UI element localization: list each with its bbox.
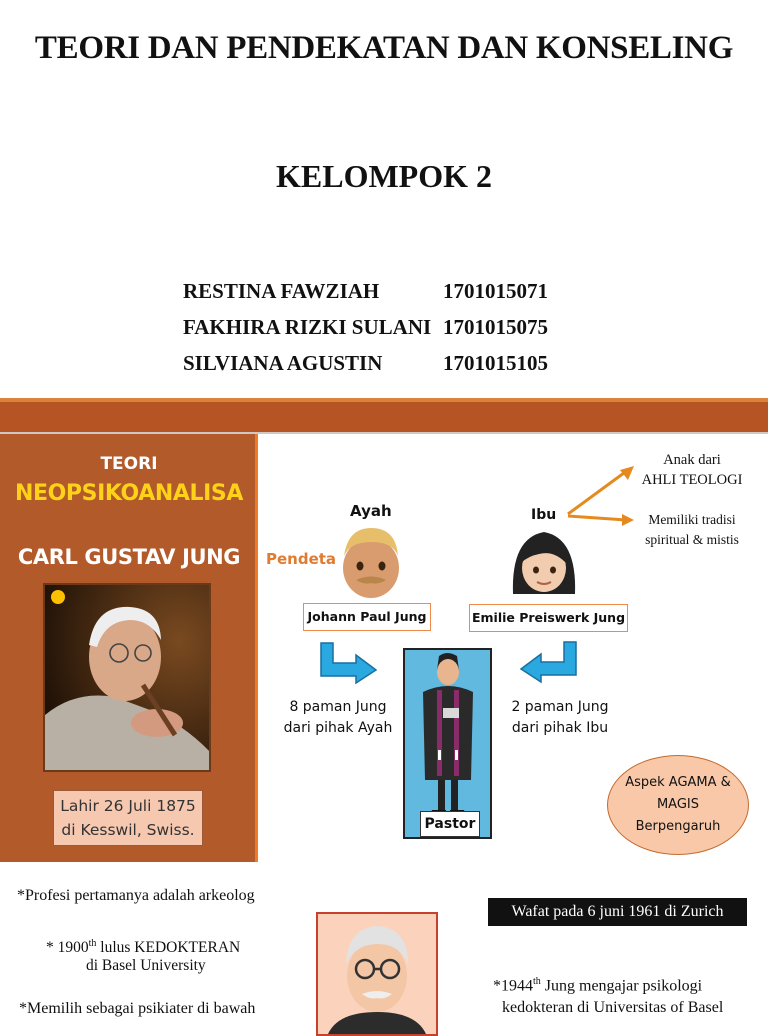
mengajar-line2: kedokteran di Universitas of Basel [502, 999, 724, 1016]
lulus-rest: lulus KEDOKTERAN [96, 939, 241, 957]
pastor-figure-icon [405, 650, 489, 836]
blue-arrow-right-icon [316, 641, 380, 685]
group-title: KELOMPOK 2 [276, 158, 492, 194]
uncles-father-text [276, 697, 400, 739]
aspek-line2: MAGIS [656, 797, 700, 812]
uncles-mother-line1: 2 paman Jung [511, 699, 609, 715]
lulus-year: * 1900 [46, 939, 89, 957]
birth-place: di Kesswil, Swiss. [61, 821, 195, 839]
mengajar-rest: Jung mengajar psikologi [540, 977, 703, 995]
aspek-line1: Aspek AGAMA & [625, 775, 731, 790]
mother-note-1-line2: AHLI TEOLOGI [641, 472, 743, 488]
father-avatar-icon [338, 520, 404, 600]
yellow-dot-icon [50, 589, 66, 605]
uncles-father-line1: 8 paman Jung [289, 699, 387, 715]
member-nim: 1701015105 [443, 351, 548, 375]
uncles-mother-line2: dari pihak Ibu [511, 720, 609, 736]
person-name: CARL GUSTAV JUNG [17, 545, 241, 569]
uncles-father-line2: dari pihak Ayah [283, 720, 393, 736]
mother-avatar-icon [509, 528, 579, 594]
theory-name: NEOPSIKOANALISA [14, 481, 243, 506]
member-name: SILVIANA AGUSTIN [183, 351, 383, 375]
portrait-illustration [45, 585, 211, 772]
aspek-line3: Berpengaruh [635, 819, 721, 834]
member-name: RESTINA FAWZIAH [183, 279, 380, 303]
old-man-avatar-icon [318, 914, 436, 1034]
mengajar-text [493, 971, 702, 997]
theory-panel [0, 434, 258, 862]
mother-note-2-line2: spiritual & mistis [645, 532, 739, 547]
jung-portrait-photo [43, 583, 211, 772]
slide-divider [0, 398, 768, 434]
mengajar-year: *1944 [493, 977, 533, 995]
slide-title: TEORI DAN PENDEKATAN DAN KONSELING [34, 30, 734, 66]
aspek-text [607, 772, 749, 838]
mother-note-1-line1: Anak dari [663, 452, 721, 468]
birth-date: Lahir 26 Juli 1875 [60, 797, 196, 815]
mother-name-box: Emilie Preiswerk Jung [469, 604, 628, 632]
mother-note-1 [630, 450, 754, 490]
psikiater-text: *Memilih sebagai psikiater di bawah [19, 1000, 256, 1017]
uncles-mother-text [498, 697, 622, 739]
birth-info [53, 790, 203, 846]
jung-old-illustration [316, 912, 438, 1036]
wafat-banner: Wafat pada 6 juni 1961 di Zurich [488, 898, 747, 926]
teori-label: TEORI [100, 454, 158, 474]
lulus-sup: th [88, 938, 97, 949]
father-name-box: Johann Paul Jung [303, 603, 431, 631]
title-slide [0, 0, 768, 398]
member-name: FAKHIRA RIZKI SULANI [183, 315, 432, 339]
mother-note-2-line1: Memiliki tradisi [648, 512, 736, 527]
profesi-text: *Profesi pertamanya adalah arkeolog [17, 887, 255, 904]
father-role-label: Pendeta [266, 550, 337, 568]
mother-note-2 [630, 510, 754, 550]
member-nim: 1701015071 [443, 279, 548, 303]
father-label: Ayah [350, 502, 392, 520]
mengajar-sup: th [533, 976, 541, 987]
member-nim: 1701015075 [443, 315, 548, 339]
orange-arrows-icon [560, 462, 640, 528]
blue-arrow-left-icon [517, 640, 581, 684]
pastor-label: Pastor [420, 811, 480, 837]
mother-label: Ibu [531, 507, 557, 523]
lulus-line2: di Basel University [86, 957, 206, 974]
